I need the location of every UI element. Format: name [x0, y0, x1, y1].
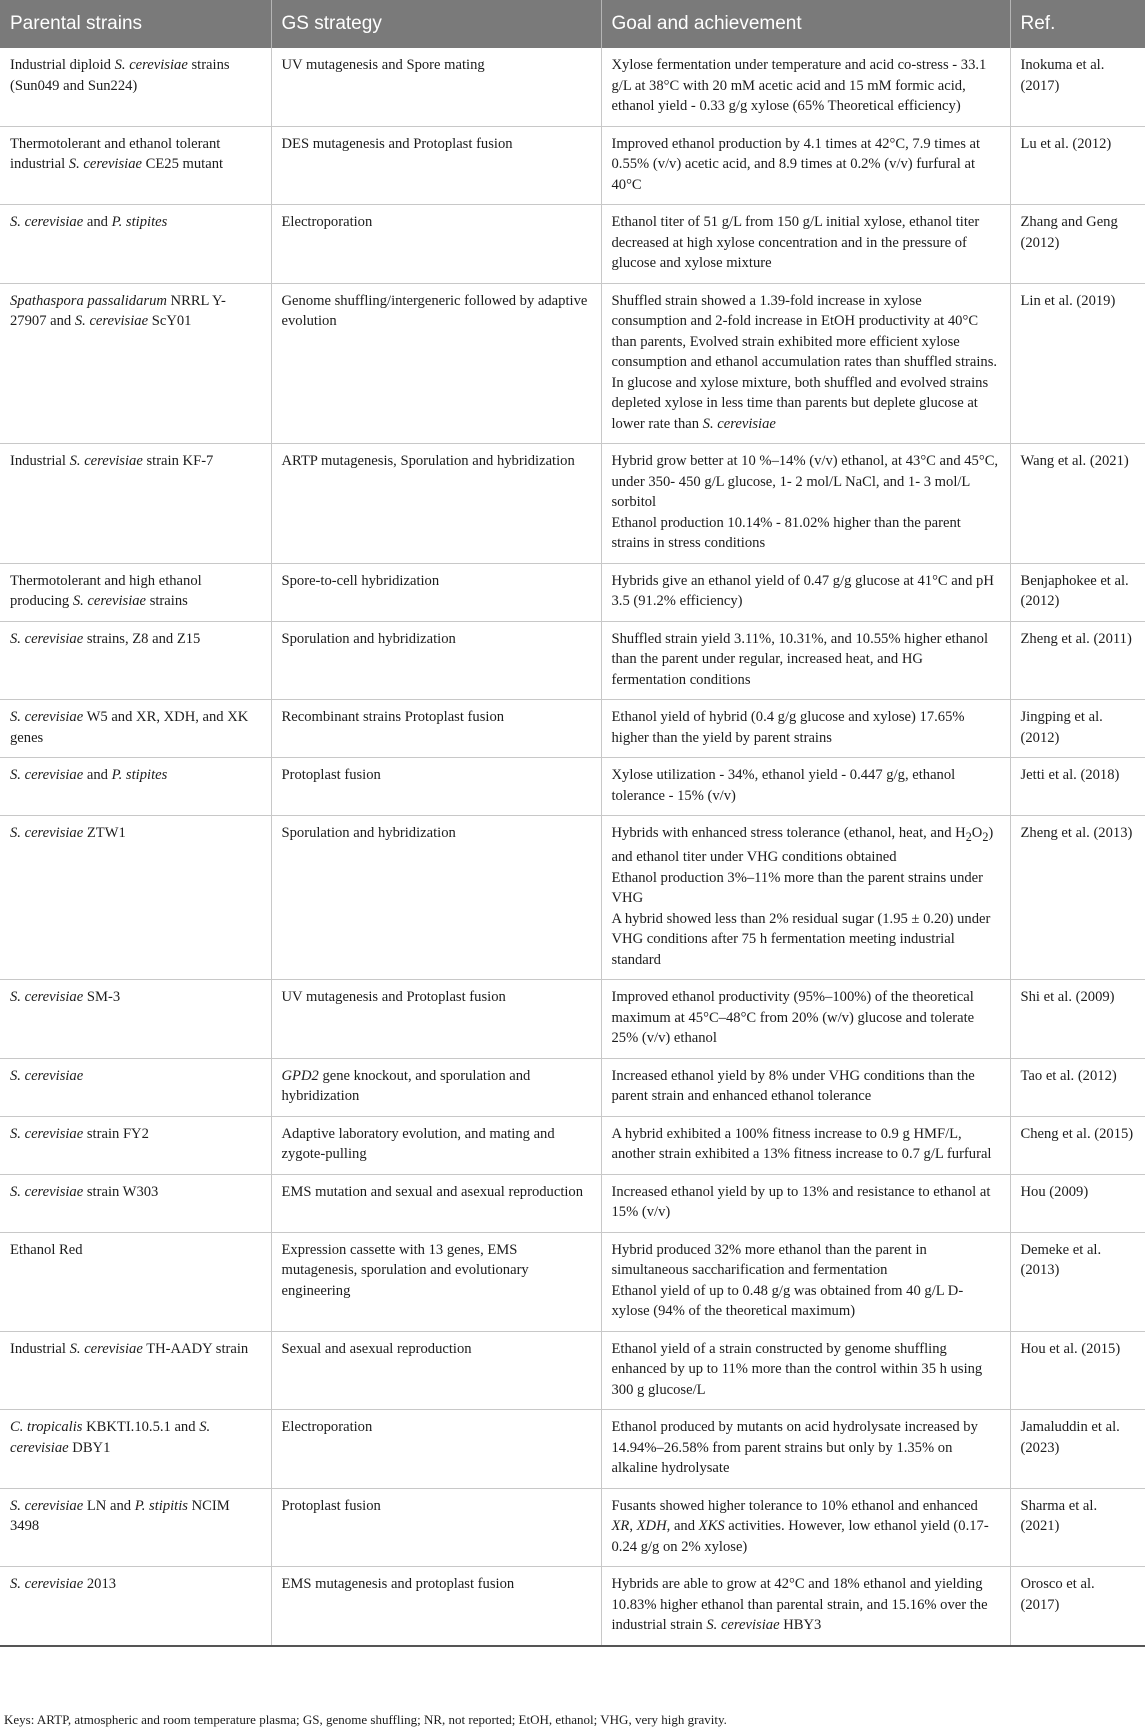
cell-parental-strain: S. cerevisiae strains, Z8 and Z15: [0, 621, 271, 700]
cell-reference: Lin et al. (2019): [1010, 283, 1145, 444]
cell-gs-strategy: Expression cassette with 13 genes, EMS mutagenesis, sporulation and evolutionary engineering: [271, 1232, 601, 1331]
cell-reference: Jamaluddin et al. (2023): [1010, 1410, 1145, 1489]
cell-gs-strategy: Sporulation and hybridization: [271, 816, 601, 980]
cell-parental-strain: S. cerevisiae LN and P. stipitis NCIM 3498: [0, 1488, 271, 1567]
cell-parental-strain: Industrial S. cerevisiae strain KF-7: [0, 444, 271, 564]
cell-gs-strategy: EMS mutagenesis and protoplast fusion: [271, 1567, 601, 1646]
cell-parental-strain: Thermotolerant and ethanol tolerant industrial S. cerevisiae CE25 mutant: [0, 126, 271, 205]
table-row: [0, 980, 1145, 1059]
cell-gs-strategy: EMS mutation and sexual and asexual reproduction: [271, 1174, 601, 1232]
cell-gs-strategy: Electroporation: [271, 1410, 601, 1489]
cell-reference: Benjaphokee et al. (2012): [1010, 563, 1145, 621]
cell-goal-achievement: Ethanol produced by mutants on acid hydrolysate increased by 14.94%–26.58% from parent strains but only by 1.35% on alkaline hydrolysate: [601, 1410, 1010, 1489]
table-row: [0, 126, 1145, 205]
table-row: [0, 816, 1145, 980]
cell-reference: Inokuma et al. (2017): [1010, 48, 1145, 126]
header-ref: Ref.: [1010, 0, 1145, 48]
cell-reference: Zheng et al. (2011): [1010, 621, 1145, 700]
cell-reference: Wang et al. (2021): [1010, 444, 1145, 564]
table-row: [0, 563, 1145, 621]
cell-parental-strain: Industrial diploid S. cerevisiae strains (Sun049 and Sun224): [0, 48, 271, 126]
cell-reference: Sharma et al. (2021): [1010, 1488, 1145, 1567]
cell-goal-achievement: Fusants showed higher tolerance to 10% ethanol and enhanced XR, XDH, and XKS activities. However, low ethanol yield (0.17- 0.24 g/g on 2% xylose): [601, 1488, 1010, 1567]
cell-goal-achievement: Shuffled strain showed a 1.39-fold increase in xylose consumption and 2-fold increase in EtOH productivity at 40°C than parents, Evolved strain exhibited more efficient xylose consumption and ethanol accumulation rates than shuffled strains. In glucose and xylose mixture, both shuffled and evolved strains depleted xylose in less time than parents but deplete glucose at lower rate than S. cerevisiae: [601, 283, 1010, 444]
cell-goal-achievement: Shuffled strain yield 3.11%, 10.31%, and 10.55% higher ethanol than the parent under regular, increased heat, and HG fermentation conditions: [601, 621, 1010, 700]
cell-gs-strategy: Genome shuffling/intergeneric followed by adaptive evolution: [271, 283, 601, 444]
cell-reference: Demeke et al. (2013): [1010, 1232, 1145, 1331]
cell-goal-achievement: Xylose utilization - 34%, ethanol yield - 0.447 g/g, ethanol tolerance - 15% (v/v): [601, 758, 1010, 816]
cell-gs-strategy: Sporulation and hybridization: [271, 621, 601, 700]
table-footnote: Keys: ARTP, atmospheric and room temperature plasma; GS, genome shuffling; NR, not reported; EtOH, ethanol; VHG, very high gravity.: [4, 1712, 727, 1727]
cell-goal-achievement: A hybrid exhibited a 100% fitness increase to 0.9 g HMF/L, another strain exhibited a 13% fitness increase to 0.7 g/L furfural: [601, 1116, 1010, 1174]
cell-reference: Jingping et al. (2012): [1010, 700, 1145, 758]
table-row: [0, 1058, 1145, 1116]
cell-parental-strain: S. cerevisiae strain FY2: [0, 1116, 271, 1174]
cell-gs-strategy: UV mutagenesis and Protoplast fusion: [271, 980, 601, 1059]
cell-parental-strain: C. tropicalis KBKTI.10.5.1 and S. cerevisiae DBY1: [0, 1410, 271, 1489]
cell-parental-strain: S. cerevisiae 2013: [0, 1567, 271, 1646]
table-row: [0, 1488, 1145, 1567]
cell-reference: Hou (2009): [1010, 1174, 1145, 1232]
cell-parental-strain: S. cerevisiae SM-3: [0, 980, 271, 1059]
cell-goal-achievement: Ethanol titer of 51 g/L from 150 g/L initial xylose, ethanol titer decreased at high xylose concentration and in the pressure of glucose and xylose mixture: [601, 205, 1010, 284]
cell-reference: Lu et al. (2012): [1010, 126, 1145, 205]
table-row: [0, 1567, 1145, 1646]
cell-reference: Hou et al. (2015): [1010, 1331, 1145, 1410]
cell-parental-strain: S. cerevisiae strain W303: [0, 1174, 271, 1232]
cell-gs-strategy: Protoplast fusion: [271, 758, 601, 816]
cell-parental-strain: Thermotolerant and high ethanol producing S. cerevisiae strains: [0, 563, 271, 621]
cell-goal-achievement: Hybrids are able to grow at 42°C and 18% ethanol and yielding 10.83% higher ethanol than parental strain, and 15.16% over the industrial strain S. cerevisiae HBY3: [601, 1567, 1010, 1646]
table-row: [0, 48, 1145, 126]
cell-parental-strain: Spathaspora passalidarum NRRL Y-27907 and S. cerevisiae ScY01: [0, 283, 271, 444]
cell-gs-strategy: UV mutagenesis and Spore mating: [271, 48, 601, 126]
cell-goal-achievement: Hybrids give an ethanol yield of 0.47 g/g glucose at 41°C and pH 3.5 (91.2% efficiency): [601, 563, 1010, 621]
cell-parental-strain: S. cerevisiae ZTW1: [0, 816, 271, 980]
cell-goal-achievement: Hybrid produced 32% more ethanol than the parent in simultaneous saccharification and fermentation Ethanol yield of up to 0.48 g/g was obtained from 40 g/L D-xylose (94% of the theoretical maximum): [601, 1232, 1010, 1331]
cell-parental-strain: Industrial S. cerevisiae TH-AADY strain: [0, 1331, 271, 1410]
cell-gs-strategy: Sexual and asexual reproduction: [271, 1331, 601, 1410]
cell-goal-achievement: Increased ethanol yield by up to 13% and resistance to ethanol at 15% (v/v): [601, 1174, 1010, 1232]
cell-parental-strain: S. cerevisiae and P. stipites: [0, 758, 271, 816]
table-row: [0, 1331, 1145, 1410]
table-row: [0, 1116, 1145, 1174]
header-goal-and-achievement: Goal and achievement: [601, 0, 1010, 48]
cell-parental-strain: S. cerevisiae and P. stipites: [0, 205, 271, 284]
cell-reference: Jetti et al. (2018): [1010, 758, 1145, 816]
cell-reference: Tao et al. (2012): [1010, 1058, 1145, 1116]
cell-gs-strategy: Electroporation: [271, 205, 601, 284]
table-body: [0, 48, 1145, 1646]
cell-reference: Zhang and Geng (2012): [1010, 205, 1145, 284]
table-row: [0, 1232, 1145, 1331]
cell-parental-strain: S. cerevisiae: [0, 1058, 271, 1116]
table-row: [0, 700, 1145, 758]
cell-reference: Cheng et al. (2015): [1010, 1116, 1145, 1174]
table-row: [0, 283, 1145, 444]
cell-gs-strategy: Adaptive laboratory evolution, and mating and zygote-pulling: [271, 1116, 601, 1174]
table-row: [0, 1410, 1145, 1489]
cell-goal-achievement: Xylose fermentation under temperature and acid co-stress - 33.1 g/L at 38°C with 20 mM acetic acid and 15 mM formic acid, ethanol yield - 0.33 g/g xylose (65% Theoretical efficiency): [601, 48, 1010, 126]
cell-gs-strategy: GPD2 gene knockout, and sporulation and hybridization: [271, 1058, 601, 1116]
cell-goal-achievement: Improved ethanol productivity (95%–100%) of the theoretical maximum at 45°C–48°C from 20% (w/v) glucose and tolerate 25% (v/v) ethanol: [601, 980, 1010, 1059]
cell-gs-strategy: Recombinant strains Protoplast fusion: [271, 700, 601, 758]
cell-gs-strategy: Protoplast fusion: [271, 1488, 601, 1567]
cell-goal-achievement: Hybrids with enhanced stress tolerance (ethanol, heat, and $H_2O_2$) and ethanol titer under VHG conditions obtained Ethanol production 3%–11% more than the parent strains under VHG A hybrid showed less than 2% residual sugar (1.95 ± 0.20) under VHG conditions after 75 h fermentation meeting industrial standard: [601, 816, 1010, 980]
cell-reference: Orosco et al. (2017): [1010, 1567, 1145, 1646]
cell-goal-achievement: Hybrid grow better at 10 %–14% (v/v) ethanol, at 43°C and 45°C, under 350- 450 g/L glucose, 1- 2 mol/L NaCl, and 1- 3 mol/L sorbitol Ethanol production 10.14% - 81.02% higher than the parent strains in stress conditions: [601, 444, 1010, 564]
cell-gs-strategy: ARTP mutagenesis, Sporulation and hybridization: [271, 444, 601, 564]
cell-gs-strategy: DES mutagenesis and Protoplast fusion: [271, 126, 601, 205]
table-header-row: [0, 0, 1145, 48]
table-row: [0, 621, 1145, 700]
table-row: [0, 1174, 1145, 1232]
table-row: [0, 758, 1145, 816]
cell-gs-strategy: Spore-to-cell hybridization: [271, 563, 601, 621]
cell-goal-achievement: Improved ethanol production by 4.1 times at 42°C, 7.9 times at 0.55% (v/v) acetic acid, and 8.9 times at 0.2% (v/v) furfural at 40°C: [601, 126, 1010, 205]
header-gs-strategy: GS strategy: [271, 0, 601, 48]
cell-parental-strain: Ethanol Red: [0, 1232, 271, 1331]
table-row: [0, 205, 1145, 284]
cell-goal-achievement: Increased ethanol yield by 8% under VHG conditions than the parent strain and enhanced ethanol tolerance: [601, 1058, 1010, 1116]
table-row: [0, 444, 1145, 564]
cell-reference: Zheng et al. (2013): [1010, 816, 1145, 980]
header-parental-strains: Parental strains: [0, 0, 271, 48]
cell-parental-strain: S. cerevisiae W5 and XR, XDH, and XK genes: [0, 700, 271, 758]
cell-goal-achievement: Ethanol yield of hybrid (0.4 g/g glucose and xylose) 17.65% higher than the yield by parent strains: [601, 700, 1010, 758]
cell-goal-achievement: Ethanol yield of a strain constructed by genome shuffling enhanced by up to 11% more than the control within 35 h using 300 g glucose/L: [601, 1331, 1010, 1410]
cell-reference: Shi et al. (2009): [1010, 980, 1145, 1059]
